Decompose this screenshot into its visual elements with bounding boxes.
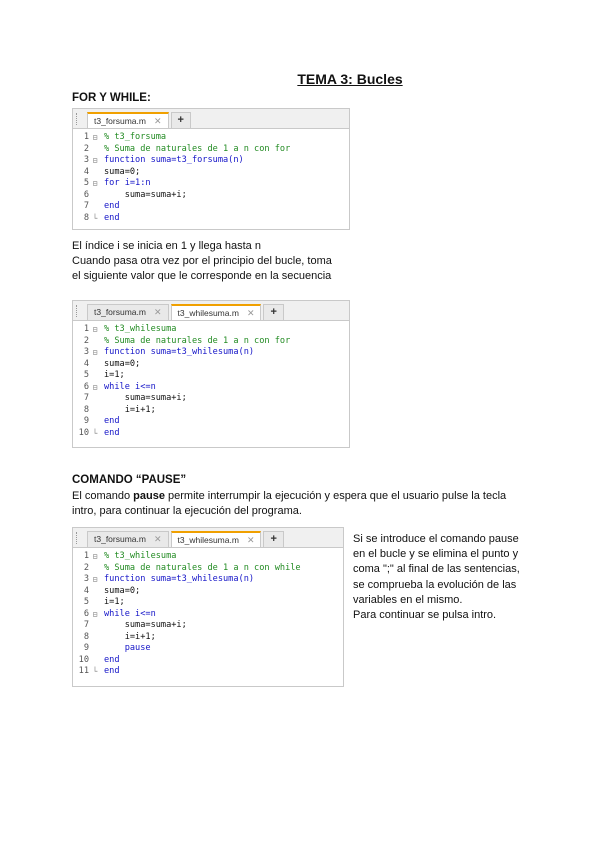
code-text: while i<=n <box>104 381 156 392</box>
fold-toggle-icon <box>89 597 101 609</box>
fold-toggle-icon <box>89 620 101 632</box>
close-icon[interactable]: ✕ <box>153 307 162 317</box>
line-number: 3 <box>83 574 89 584</box>
editor-tab[interactable] <box>87 112 169 128</box>
code-text: % Suma de naturales de 1 a n con for <box>104 335 291 346</box>
paragraph-for-explanation <box>72 239 332 284</box>
code-line <box>73 155 349 167</box>
tab-label: t3_forsuma.m <box>94 534 146 544</box>
code-text: % Suma de naturales de 1 a n con while <box>104 562 301 573</box>
fold-toggle-icon[interactable]: ⊟ <box>92 382 98 392</box>
code-text: i=i+1; <box>104 404 156 415</box>
text-line: variables en el mismo. <box>353 593 463 606</box>
fold-toggle-icon <box>89 190 101 202</box>
fold-toggle-icon <box>89 201 101 213</box>
side-note <box>353 532 528 623</box>
fold-toggle-icon[interactable]: ⊟ <box>92 325 98 334</box>
tab-bar <box>73 528 343 548</box>
line-number: 4 <box>83 358 89 369</box>
code-text: % t3_whilesuma <box>104 324 177 334</box>
line-number: 7 <box>83 393 89 403</box>
code-text: end <box>104 212 120 223</box>
code-text: function suma=t3_forsuma(n) <box>104 155 244 165</box>
text-line: Cuando pasa otra vez por el principio del bucle, toma <box>72 255 332 267</box>
code-line <box>73 597 343 609</box>
fold-toggle-icon[interactable]: ⊟ <box>92 156 98 165</box>
code-line <box>73 563 343 575</box>
text-line: Para continuar se pulsa intro. <box>353 609 497 622</box>
fold-toggle-icon <box>89 144 101 156</box>
text-line: Si se introduce el comando pause <box>353 533 519 545</box>
code-line <box>73 359 349 371</box>
line-number: 4 <box>83 585 89 596</box>
text-line: intro, para continuar la ejecución del programa. <box>72 505 302 517</box>
plus-icon[interactable]: + <box>171 112 191 128</box>
code-area[interactable] <box>73 129 349 224</box>
line-number: 11 <box>78 666 89 676</box>
editor-tab[interactable] <box>87 304 169 320</box>
fold-toggle-icon <box>89 405 101 417</box>
code-line <box>73 324 349 336</box>
code-editor-forsuma <box>72 108 350 230</box>
grip-handle-icon[interactable] <box>76 113 80 125</box>
plus-icon[interactable]: + <box>263 304 283 320</box>
code-text: i=1; <box>104 597 125 607</box>
fold-toggle-icon <box>89 370 101 382</box>
code-line <box>73 428 349 440</box>
line-number: 2 <box>83 335 89 346</box>
code-text: function suma=t3_whilesuma(n) <box>104 574 255 584</box>
code-text: suma=0; <box>104 358 141 369</box>
code-line <box>73 167 349 179</box>
tab-label: t3_forsuma.m <box>94 307 146 317</box>
line-number: 7 <box>83 201 89 211</box>
code-line <box>73 416 349 428</box>
editor-tab[interactable] <box>171 304 262 320</box>
close-icon[interactable]: ✕ <box>153 115 162 126</box>
fold-toggle-icon[interactable]: ⊟ <box>92 179 98 188</box>
code-line <box>73 213 349 225</box>
fold-toggle-icon <box>89 563 101 575</box>
code-line <box>73 144 349 156</box>
text-line: se comprueba la evolución de las <box>353 578 517 591</box>
text-line: El índice i se inicia en 1 y llega hasta n <box>72 240 261 252</box>
code-line <box>73 393 349 405</box>
code-line <box>73 132 349 144</box>
text-line: coma ";" al final de las sentencias, <box>353 563 520 576</box>
code-text: % Suma de naturales de 1 a n con for <box>104 143 291 154</box>
code-line <box>73 370 349 382</box>
fold-toggle-icon[interactable]: ⊟ <box>92 133 98 142</box>
line-number: 6 <box>83 608 89 619</box>
line-number: 1 <box>83 132 89 142</box>
code-text: function suma=t3_whilesuma(n) <box>104 347 255 357</box>
line-number: 8 <box>83 631 89 642</box>
line-number: 10 <box>78 427 89 438</box>
fold-toggle-icon[interactable]: ⊟ <box>92 609 98 619</box>
code-line <box>73 609 343 621</box>
code-area[interactable] <box>73 321 349 439</box>
fold-toggle-icon[interactable]: └ <box>92 213 98 223</box>
fold-toggle-icon[interactable]: ⊟ <box>92 552 98 561</box>
code-text: % t3_forsuma <box>104 132 167 142</box>
fold-toggle-icon <box>89 393 101 405</box>
section-heading-pause: COMANDO “PAUSE” <box>72 474 187 486</box>
code-text: suma=suma+i; <box>104 620 187 630</box>
line-number: 9 <box>83 643 89 653</box>
tab-label: t3_whilesuma.m <box>177 307 239 318</box>
fold-toggle-icon[interactable]: ⊟ <box>92 575 98 584</box>
code-line <box>73 405 349 417</box>
code-line <box>73 336 349 348</box>
code-text: for i=1:n <box>104 178 151 188</box>
fold-toggle-icon <box>89 359 101 371</box>
fold-toggle-icon[interactable]: ⊟ <box>92 348 98 357</box>
paragraph-pause <box>72 489 506 519</box>
fold-toggle-icon <box>89 655 101 667</box>
code-text: while i<=n <box>104 608 156 619</box>
text-line: el siguiente valor que le corresponde en la secuencia <box>72 270 332 282</box>
code-text: end <box>104 416 120 426</box>
tab-bar <box>73 301 349 321</box>
tab-label: t3_whilesuma.m <box>177 534 239 545</box>
line-number: 10 <box>78 654 89 665</box>
section-heading-for-while: FOR Y WHILE: <box>72 92 151 104</box>
code-text: i=i+1; <box>104 631 156 642</box>
code-line <box>73 190 349 202</box>
fold-toggle-icon <box>89 643 101 655</box>
code-text: end <box>104 201 120 211</box>
line-number: 6 <box>83 189 89 200</box>
text-line: en el bucle y se elimina el punto y <box>353 548 519 561</box>
line-number: 8 <box>83 404 89 415</box>
fold-toggle-icon <box>89 416 101 428</box>
code-line <box>73 178 349 190</box>
code-text: suma=suma+i; <box>104 393 187 403</box>
code-line <box>73 574 343 586</box>
line-number: 3 <box>83 155 89 165</box>
close-icon[interactable]: ✕ <box>246 534 255 545</box>
code-text: suma=0; <box>104 585 141 596</box>
fold-toggle-icon <box>89 167 101 179</box>
line-number: 3 <box>83 347 89 357</box>
line-number: 9 <box>83 416 89 426</box>
code-line <box>73 201 349 213</box>
tab-bar <box>73 109 349 129</box>
code-editor-whilesuma-pause <box>72 527 344 687</box>
close-icon[interactable]: ✕ <box>153 534 162 544</box>
code-text: suma=suma+i; <box>104 189 187 200</box>
line-number: 5 <box>83 178 89 188</box>
code-line <box>73 632 343 644</box>
code-editor-whilesuma <box>72 300 350 448</box>
editor-tab[interactable] <box>171 531 262 547</box>
code-line <box>73 666 343 678</box>
fold-toggle-icon[interactable]: └ <box>92 667 98 676</box>
code-text: end <box>104 427 120 438</box>
code-line <box>73 655 343 667</box>
code-line <box>73 586 343 598</box>
fold-toggle-icon <box>89 586 101 598</box>
code-text: pause <box>104 643 151 653</box>
code-line <box>73 347 349 359</box>
code-text: suma=0; <box>104 166 141 177</box>
code-line <box>73 620 343 632</box>
page-title: TEMA 3: Bucles <box>297 71 403 87</box>
close-icon[interactable]: ✕ <box>246 307 255 318</box>
code-area[interactable] <box>73 548 343 678</box>
grip-handle-icon[interactable] <box>76 532 80 544</box>
fold-toggle-icon <box>89 336 101 348</box>
code-text: % t3_whilesuma <box>104 551 177 561</box>
code-line <box>73 643 343 655</box>
plus-icon[interactable]: + <box>263 531 283 547</box>
line-number: 5 <box>83 597 89 607</box>
grip-handle-icon[interactable] <box>76 305 80 317</box>
line-number: 2 <box>83 562 89 573</box>
line-number: 8 <box>83 212 89 223</box>
code-text: end <box>104 654 120 665</box>
code-line <box>73 382 349 394</box>
line-number: 6 <box>83 381 89 392</box>
tab-label: t3_forsuma.m <box>94 115 146 126</box>
text-line: El comando pause permite interrumpir la ejecución y espera que el usuario pulse la tecla <box>72 490 507 502</box>
code-line <box>73 551 343 563</box>
code-text: end <box>104 666 120 676</box>
fold-toggle-icon <box>89 632 101 644</box>
editor-tab[interactable] <box>87 531 169 547</box>
line-number: 1 <box>83 551 89 561</box>
line-number: 7 <box>83 620 89 630</box>
line-number: 5 <box>83 370 89 380</box>
line-number: 1 <box>83 324 89 334</box>
fold-toggle-icon[interactable]: └ <box>92 428 98 438</box>
line-number: 4 <box>83 166 89 177</box>
line-number: 2 <box>83 143 89 154</box>
code-text: i=1; <box>104 370 125 380</box>
